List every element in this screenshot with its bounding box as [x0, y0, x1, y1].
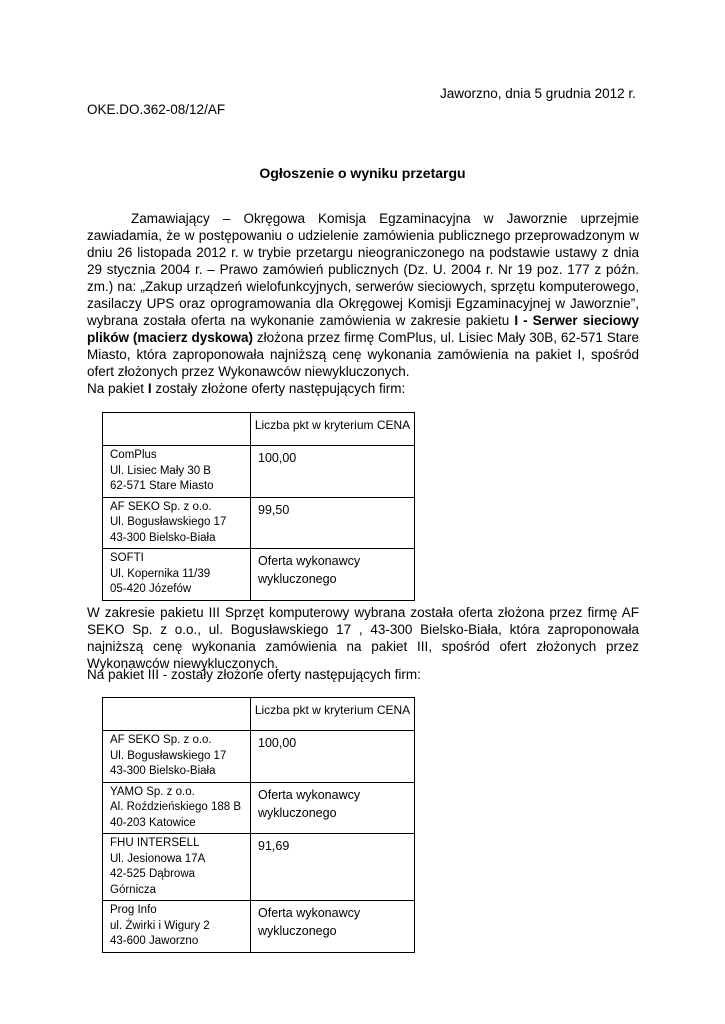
score-value: Oferta wykonawcy: [258, 554, 361, 568]
table-header-score: Liczba pkt w kryterium CENA: [251, 698, 415, 731]
firm-cell: [103, 834, 251, 901]
package1-lead-before: Na pakiet: [87, 381, 145, 396]
table-header-empty: [103, 698, 251, 731]
firm-city: 43-300 Bielsko-Biała: [110, 765, 216, 777]
reference-number: OKE.DO.362-08/12/AF: [87, 102, 226, 117]
table-row: [103, 834, 415, 901]
score-cell: [251, 446, 415, 498]
firm-city: 43-300 Bielsko-Biała: [110, 531, 216, 544]
intro-paragraph: [87, 210, 639, 380]
firm-street: ul. Żwirki i Wigury 2: [110, 919, 210, 932]
score-value: 100,00: [258, 451, 297, 465]
score-value: 91,69: [258, 839, 290, 853]
score-cell: [251, 782, 415, 834]
score-cell: [251, 731, 415, 783]
firm-name: ComPlus: [110, 449, 157, 461]
table-row: [103, 446, 415, 498]
score-value: wykluczonego: [258, 805, 337, 820]
score-value: wykluczonego: [258, 572, 337, 586]
table-row: [103, 549, 415, 601]
firm-name: SOFTI: [110, 552, 144, 564]
firm-name: FHU INTERSELL: [110, 837, 200, 849]
score-cell: [251, 901, 415, 953]
firm-city: 62-571 Stare Miasto: [110, 480, 214, 492]
firm-city: 43-600 Jaworzno: [110, 935, 199, 947]
table-row: [103, 731, 415, 783]
firm-cell: [103, 549, 251, 601]
firm-street: Ul. Bogusławskiego 17: [110, 749, 227, 762]
firm-name: YAMO Sp. z o.o.: [110, 785, 195, 798]
firm-city: 40-203 Katowice: [110, 816, 196, 829]
score-value: 99,50: [258, 502, 290, 517]
package3-lead: Na pakiet III - zostały złożone oferty następujących firm:: [87, 667, 421, 682]
firm-street: Al. Roździeńskiego 188 B: [110, 801, 242, 813]
score-value: Oferta wykonawcy: [258, 906, 361, 920]
intro-text-2: złożona przez firmę ComPlus, ul. Lisiec Mały 30B, 62-571 Stare Miasto, która zaproponowała najniższą cenę wykonania zamówienia na pakiet I, spośród ofert złożonych przez Wykonawców niewykluczonych.: [87, 330, 639, 379]
score-value: Oferta wykonawcy: [258, 787, 361, 802]
package3-table: [102, 697, 415, 953]
package1-lead-bold: I: [147, 381, 152, 396]
firm-cell: [103, 731, 251, 783]
firm-cell: [103, 497, 251, 549]
firm-cell: [103, 446, 251, 498]
firm-cell: [103, 782, 251, 834]
firm-city: 05-420 Józefów: [110, 583, 192, 595]
table-header-row: [103, 698, 415, 731]
table-row: [103, 497, 415, 549]
firm-name: AF SEKO Sp. z o.o.: [110, 500, 212, 513]
table-row: [103, 901, 415, 953]
firm-name: AF SEKO Sp. z o.o.: [110, 734, 212, 746]
firm-street: Ul. Bogusławskiego 17: [110, 516, 227, 528]
firm-cell: [103, 901, 251, 953]
firm-street: Ul. Kopernika 11/39: [110, 567, 211, 580]
firm-name: Prog Info: [110, 904, 157, 916]
table-header-score: Liczba pkt w kryterium CENA: [251, 413, 415, 446]
firm-street: Ul. Lisiec Mały 30 B: [110, 464, 211, 477]
package3-paragraph: W zakresie pakietu III Sprzęt komputerowy wybrana została oferta złożona przez firmę AF SEKO Sp. z o.o., ul. Bogusławskiego 17 , 43-300 Bielsko-Biała, która zaproponowała najniższą cenę wykonania zamówienia na pakiet III, spośród ofert złożonych przez Wykonawców niewykluczonych.: [87, 605, 639, 671]
package1-lead-after: zostały złożone oferty następujących firm:: [151, 381, 406, 396]
firm-street: Ul. Jesionowa 17A: [110, 852, 206, 865]
table-header-row: [103, 413, 415, 446]
page-title: Ogłoszenie o wyniku przetargu: [259, 165, 466, 181]
place-and-date: Jaworzno, dnia 5 grudnia 2012 r.: [440, 86, 636, 101]
intro-package-bold: I - Serwer sieciowy plików (macierz dyskowa): [87, 313, 639, 345]
score-value: wykluczonego: [258, 924, 337, 938]
score-cell: [251, 834, 415, 901]
package1-table: [102, 412, 415, 601]
table-row: [103, 782, 415, 834]
package1-lead: [87, 381, 405, 396]
score-cell: [251, 497, 415, 549]
firm-city: 42-525 Dąbrowa Górnicza: [110, 868, 196, 896]
intro-text-1: Zamawiający – Okręgowa Komisja Egzaminacyjna w Jaworznie uprzejmie zawiadamia, że w postępowaniu o udzielenie zamówienia publicznego przeprowadzonym w dniu 26 listopada 2012 r. w trybie przetargu nieograniczonego na podstawie ustawy z dnia 29 stycznia 2004 r. – Prawo zamówień publicznych (Dz. U. 2004 r. Nr 19 poz. 177 z późn. zm.) na: „Zakup urządzeń wielofunkcyjnych, serwerów sieciowych, sprzętu komputerowego, zasilaczy UPS oraz oprogramowania dla Okręgowej Komisji Egzaminacyjnej w Jaworznie”, wybrana została oferta na wykonanie zamówienia w zakresie pakietu: [87, 211, 639, 328]
score-cell: [251, 549, 415, 601]
score-value: 100,00: [258, 736, 297, 750]
table-header-empty: [103, 413, 251, 446]
